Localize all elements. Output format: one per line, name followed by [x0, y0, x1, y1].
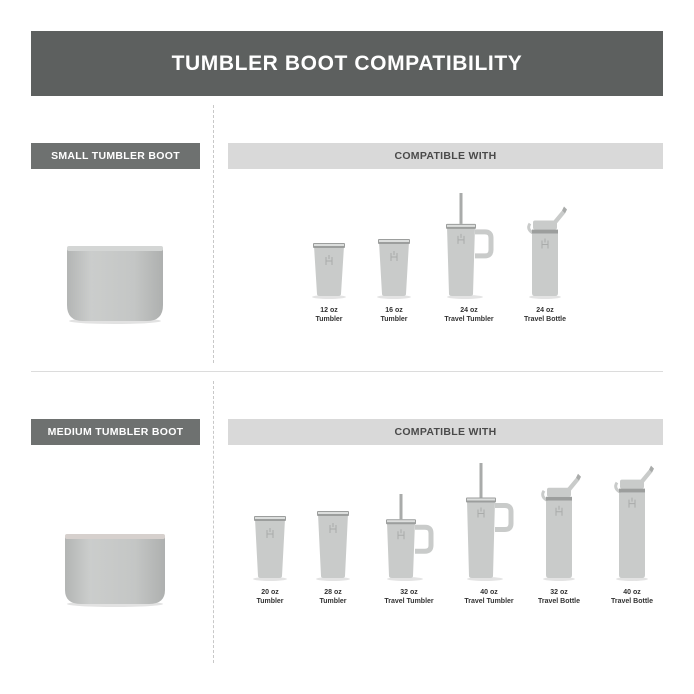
product-item [597, 458, 667, 606]
product-item [298, 511, 368, 606]
tumbler-icon [294, 243, 364, 300]
product-size: 40 oz [480, 589, 498, 596]
small-tumbler-boot-image [62, 243, 168, 325]
product-name: Travel Tumbler [384, 598, 434, 605]
product-size: 24 oz [460, 307, 478, 314]
product-item [434, 193, 504, 324]
vertical-divider [213, 381, 214, 663]
product-size: 24 oz [536, 307, 554, 314]
product-item [235, 516, 305, 606]
product-name: Tumbler [256, 598, 284, 605]
section-divider [31, 371, 663, 372]
product-size: 40 oz [623, 589, 641, 596]
compatible-with-label: COMPATIBLE WITH [228, 143, 663, 169]
tumbler-icon [298, 511, 368, 582]
medium-boot-label: MEDIUM TUMBLER BOOT [31, 419, 200, 445]
tumbler-icon [359, 239, 429, 300]
travel-bottle-icon [510, 204, 580, 300]
medium-tumbler-boot-image [60, 532, 170, 608]
product-size: 32 oz [400, 589, 418, 596]
product-item [374, 494, 444, 606]
product-name: Tumbler [315, 316, 343, 323]
page-title: TUMBLER BOOT COMPATIBILITY [31, 31, 663, 96]
product-size: 12 oz [320, 307, 338, 314]
product-name: Travel Bottle [610, 598, 653, 605]
travel-bottle-icon [597, 458, 667, 582]
tumbler-icon [235, 516, 305, 582]
product-size: 16 oz [385, 307, 403, 314]
travel-tumbler-icon [434, 193, 504, 300]
travel-tumbler-icon [454, 463, 524, 582]
product-item [454, 463, 524, 606]
product-size: 28 oz [324, 589, 342, 596]
product-item [524, 468, 594, 606]
product-name: Tumbler [380, 316, 408, 323]
travel-tumbler-icon [374, 494, 444, 582]
compatible-with-label: COMPATIBLE WITH [228, 419, 663, 445]
product-name: Travel Tumbler [464, 598, 514, 605]
product-name: Travel Bottle [523, 316, 566, 323]
product-name: Travel Bottle [537, 598, 580, 605]
product-name: Tumbler [319, 598, 347, 605]
travel-bottle-icon [524, 468, 594, 582]
small-boot-label: SMALL TUMBLER BOOT [31, 143, 200, 169]
product-size: 20 oz [261, 589, 279, 596]
product-item [510, 204, 580, 324]
product-item [359, 239, 429, 324]
product-name: Travel Tumbler [444, 316, 494, 323]
product-size: 32 oz [550, 589, 568, 596]
vertical-divider [213, 105, 214, 363]
product-item [294, 243, 364, 324]
